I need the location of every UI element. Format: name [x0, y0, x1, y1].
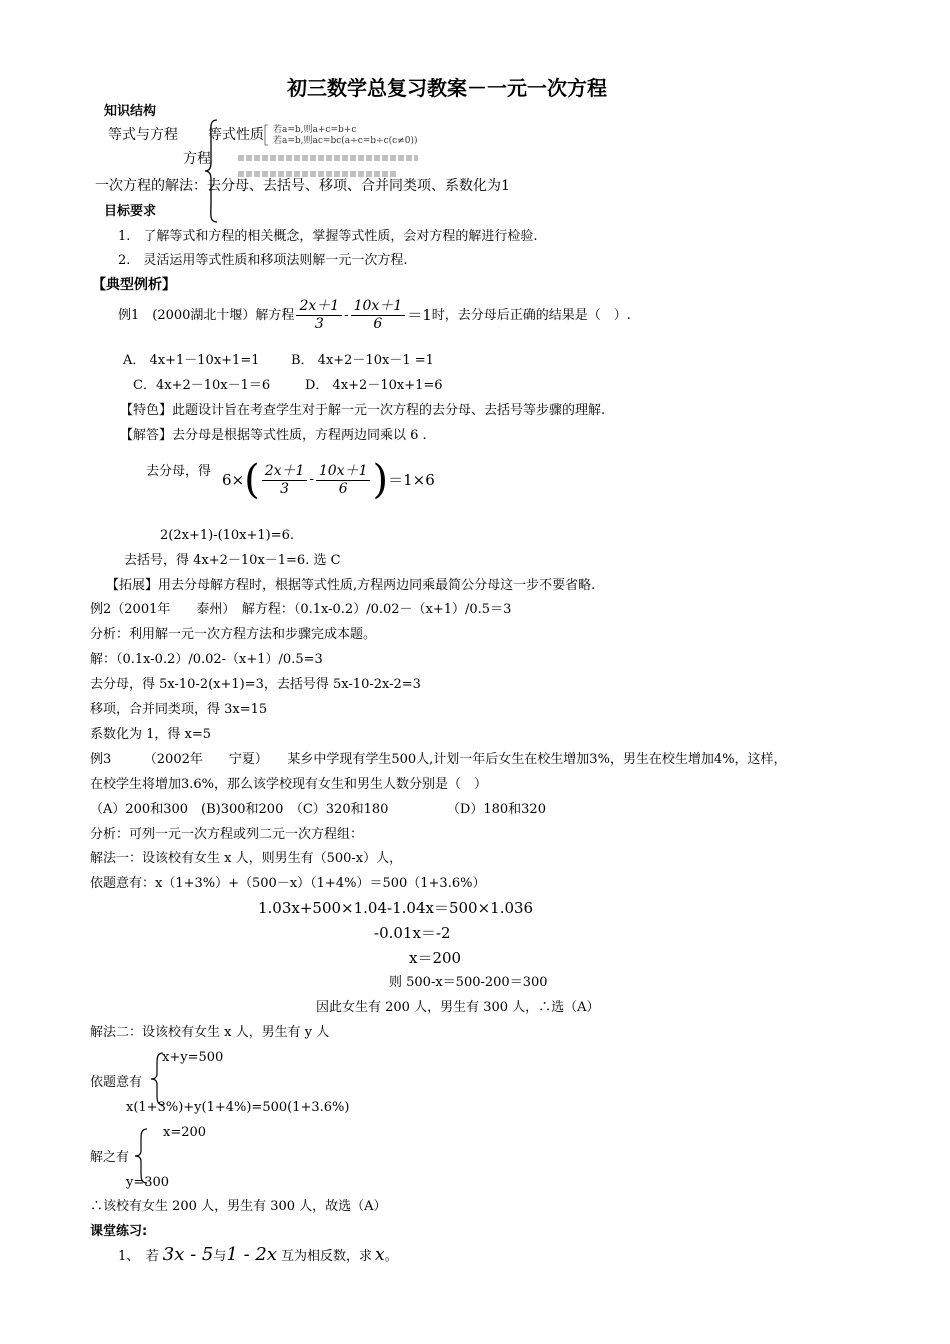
ex1-answer: 【解答】去分母是根据等式性质，方程两边同乘以 6 . [120, 428, 427, 443]
ex3-method-2: 解法二：设该校有女生 x 人，男生有 y 人 [90, 1025, 330, 1040]
ex3-calc-2: -0.01x＝-2 [374, 924, 451, 942]
ex1-option-b: B． 4x+2－10x－1 =1 [291, 353, 434, 368]
ex3-system-label: 依题意有 [90, 1075, 143, 1090]
ex1-minus: - [344, 307, 349, 323]
practice-heading: 课堂练习: [90, 1224, 148, 1239]
eq-props-label: 等式性质 [208, 127, 264, 143]
goal-1: 1. 了解等式和方程的相关概念，掌握等式性质，会对方程的解进行检验. [118, 229, 538, 244]
ex1-step-2: 2(2x+1)-(10x+1)=6. [160, 528, 295, 543]
ex2-line-5: 移项，合并同类项，得 3x=15 [90, 702, 268, 717]
ex2-line-6: 系数化为 1，得 x=5 [90, 727, 212, 742]
ex3-calc-4: 则 500-x＝500-200＝300 [389, 975, 548, 990]
q1-var: x [375, 1245, 385, 1265]
ex3-calc-5: 因此女生有 200 人，男生有 300 人，∴选（A） [316, 1000, 600, 1015]
ex1-step-3: 去括号，得 4x+2－10x－1=6. 选 C [124, 553, 341, 568]
ex3-solution-x: x=200 [163, 1125, 207, 1140]
solution-steps: 一次方程的解法：去分母、去括号、移项、合并同类项、系数化为1 [95, 178, 510, 194]
ex3-conclusion: ∴该校有女生 200 人，男生有 300 人，故选（A） [90, 1199, 387, 1214]
page-title: 初三数学总复习教案－一元一次方程 [287, 76, 607, 100]
ex3-line-1: 例3 （2002年 宁夏） 某乡中学现有学生500人,计划一年后女生在校生增加3%，男生在校生增加4%，这样， [90, 752, 787, 767]
large-brace-icon [203, 118, 219, 224]
goal-2: 2. 灵活运用等式性质和移项法则解一元一次方程. [118, 253, 408, 268]
ex3-analysis: 分析：可列一元一次方程或列二元一次方程组： [90, 827, 364, 842]
ex1-eq-one: ＝1 [407, 306, 432, 325]
ex3-calc-3: x＝200 [409, 949, 462, 967]
goal-heading: 目标要求 [104, 204, 157, 219]
ex3-system-eq-1: x+y=500 [162, 1050, 224, 1065]
ex2-line-2: 分析：利用解一元一次方程方法和步骤完成本题。 [90, 627, 377, 642]
ex1-feature: 【特色】此题设计旨在考查学生对于解一元一次方程的去分母、去括号等步骤的理解. [120, 403, 606, 418]
ex3-method-1-equation: 依题意有：x（1+3%）+（500－x）（1+4%）＝500（1+3.6%） [90, 876, 486, 891]
ex2-line-3: 解：（0.1x-0.2）/0.02-（x+1）/0.5=3 [90, 652, 323, 667]
ex1-fraction-2: $\frac{10x+1}{6}$ [351, 298, 406, 333]
q1-expr-b: 1 - 2x [226, 1244, 277, 1265]
ex1-expanded-equation: 6× ( $\frac{2x+1}{3}$ - $\frac{10x+1}{6}$ ) ＝1×6 [222, 457, 435, 503]
ex3-system-eq-2: x(1+3%)+y(1+4%)=500(1+3.6%) [126, 1100, 350, 1115]
small-brace-icon [263, 124, 269, 146]
ex1-option-a: A． 4x+1－10x+1=1 [123, 353, 260, 368]
ex1-step-fraction-2: $\frac{10x+1}{6}$ [316, 463, 371, 498]
ex3-solution-y: y=300 [126, 1175, 170, 1190]
ex1-fraction-1: $\frac{2x+1}{3}$ [296, 298, 342, 333]
ex3-calc-1: 1.03x+500×1.04-1.04x＝500×1.036 [258, 899, 534, 917]
ex3-method-1: 解法一：设该校有女生 x 人，则男生有（500-x）人， [90, 851, 403, 866]
ex3-line-2: 在校学生将增加3.6%，那么该学校现有女生和男生人数分别是（ ） [90, 777, 488, 792]
ex1-extend: 【拓展】用去分母解方程时，根据等式性质,方程两边同乘最简公分母这一步不要省略. [106, 578, 596, 593]
ex3-options: （A）200和300 (B)300和200 （C）320和180 （D）180和320 [90, 802, 546, 817]
ex1-option-d: D． 4x+2－10x+1=6 [305, 378, 443, 393]
ex1-intro: 例1 (2000湖北十堰）解方程 [118, 307, 295, 323]
structure-heading: 知识结构 [104, 104, 157, 119]
system-brace-icon [150, 1052, 164, 1106]
ex1-option-c: C．4x+2－10x－1＝6 [133, 378, 271, 393]
ex1-problem [118, 298, 631, 333]
q1-expr-a: 3x - 5 [162, 1244, 214, 1265]
practice-q1: 1、 若 3x - 5 与 1 - 2x 互为相反数，求 x 。 [118, 1244, 398, 1265]
eq-prop-2: 若a=b,则ac=bc(a÷c=b÷c(c≠0)) [273, 136, 418, 146]
ex1-tail: 时，去分母后正确的结果是（ ）. [431, 307, 631, 323]
ex2-line-4: 去分母，得 5x-10-2(x+1)=3，去括号得 5x-10-2x-2=3 [90, 677, 421, 692]
ex2-line-1: 例2（2001年 泰州） 解方程：（0.1x-0.2）/0.02－（x+1）/0.5＝3 [90, 602, 512, 617]
ex3-solution-label: 解之有 [90, 1150, 130, 1165]
ex1-step-label: 去分母，得 [146, 464, 212, 479]
examples-heading: 【典型例析】 [92, 277, 176, 293]
ex1-step-fraction-1: $\frac{2x+1}{3}$ [262, 463, 308, 498]
eq-prop-1: 若a=b,则a+c=b+c [273, 125, 357, 135]
equation-concepts-blurred [238, 150, 418, 181]
equation-label: 方程 [183, 151, 211, 167]
eq-and-equation-label: 等式与方程 [108, 127, 178, 143]
